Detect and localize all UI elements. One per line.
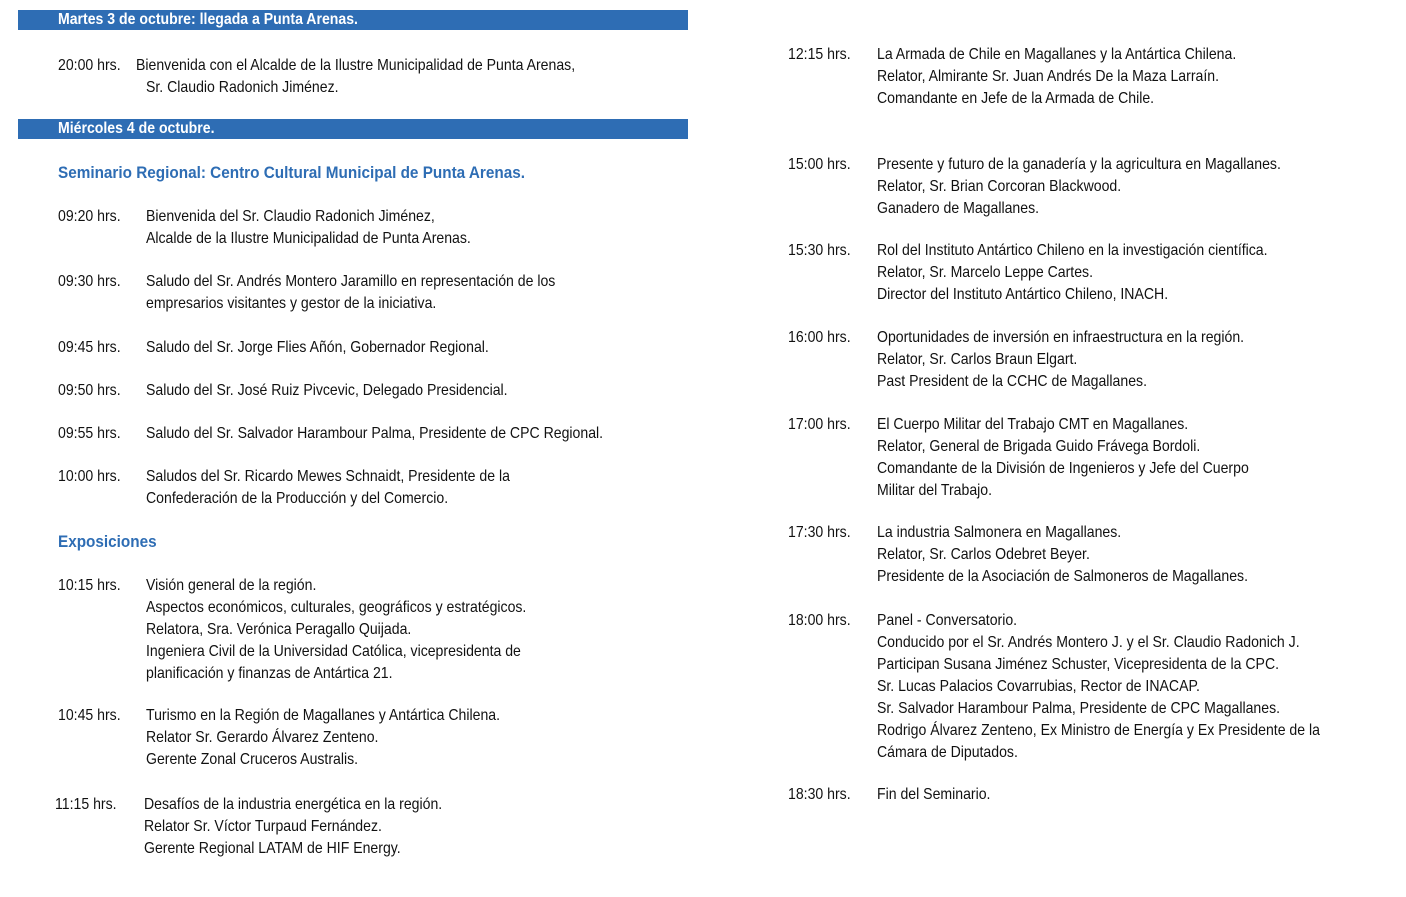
entry-line: Rol del Instituto Antártico Chileno en la investigación científica. (877, 242, 1268, 259)
entry-line: Rodrigo Álvarez Zenteno, Ex Ministro de Energía y Ex Presidente de la (877, 722, 1320, 739)
entry-lines (877, 610, 1380, 764)
entry-line: Bienvenida con el Alcalde de la Ilustre Municipalidad de Punta Arenas, (136, 57, 576, 74)
entry-line: Bienvenida del Sr. Claudio Radonich Jiménez, (146, 208, 435, 225)
day2-header: Miércoles 4 de octubre. (58, 120, 215, 137)
entry-line: Participan Susana Jiménez Schuster, Vicepresidenta de la CPC. (877, 656, 1280, 673)
entry-time: 09:30 hrs. (58, 273, 121, 290)
entry-line: Saludo del Sr. Jorge Flies Añón, Gobernador Regional. (146, 339, 489, 356)
entry-lines (146, 337, 536, 359)
seminar-heading (58, 162, 577, 184)
entry-lines (877, 240, 1321, 306)
entry-line: Past President de la CCHC de Magallanes. (877, 373, 1148, 390)
day2-header-bar (18, 119, 688, 139)
entry-lines (146, 466, 560, 510)
entry-line: Conducido por el Sr. Andrés Montero J. y el Sr. Claudio Radonich J. (877, 634, 1300, 651)
entry-line: Saludo del Sr. Salvador Harambour Palma, Presidente de CPC Regional. (146, 425, 604, 442)
entry-time: 09:20 hrs. (58, 208, 121, 225)
entry-line: Ingeniera Civil de la Universidad Católica, vicepresidenta de (146, 643, 521, 660)
entry-lines (146, 271, 611, 315)
entry-lines (146, 575, 578, 685)
entry-time: 18:30 hrs. (788, 786, 851, 803)
day1-header-bar (18, 10, 688, 30)
entry-line: Relatora, Sra. Verónica Peragallo Quijada. (146, 621, 412, 638)
entry-time: 15:30 hrs. (788, 242, 851, 259)
entry-line: Desafíos de la industria energética en la región. (144, 796, 443, 813)
entry-line: Visión general de la región. (146, 577, 317, 594)
entry-time: 18:00 hrs. (788, 612, 851, 629)
entry-time: 10:00 hrs. (58, 468, 121, 485)
entry-lines (877, 327, 1294, 393)
entry-time: 09:55 hrs. (58, 425, 121, 442)
entry-line: planificación y finanzas de Antártica 21. (146, 665, 393, 682)
entry-lines (144, 794, 483, 860)
entry-time: 10:45 hrs. (58, 707, 121, 724)
entry-line: Relator, Sr. Brian Corcoran Blackwood. (877, 178, 1122, 195)
exposiciones-heading-text: Exposiciones (58, 532, 157, 551)
entry-line: Sr. Salvador Harambour Palma, Presidente de CPC Magallanes. (877, 700, 1281, 717)
entry-lines (877, 522, 1299, 588)
entry-line: Relator, General de Brigada Guido Frávega Bordoli. (877, 438, 1201, 455)
entry-line: El Cuerpo Militar del Trabajo CMT en Magallanes. (877, 416, 1189, 433)
entry-line: Relator Sr. Víctor Turpaud Fernández. (144, 818, 382, 835)
entry-line: Panel - Conversatorio. (877, 612, 1018, 629)
entry-line: empresarios visitantes y gestor de la iniciativa. (146, 295, 437, 312)
entry-line: Presente y futuro de la ganadería y la agricultura en Magallanes. (877, 156, 1281, 173)
entry-line: Oportunidades de inversión en infraestructura en la región. (877, 329, 1245, 346)
entry-line: Sr. Claudio Radonich Jiménez. (146, 79, 339, 96)
entry-time: 17:00 hrs. (788, 416, 851, 433)
entry-line: La industria Salmonera en Magallanes. (877, 524, 1122, 541)
entry-time: 17:30 hrs. (788, 524, 851, 541)
entry-time: 10:15 hrs. (58, 577, 121, 594)
entry-line: Cámara de Diputados. (877, 744, 1018, 761)
day1-header: Martes 3 de octubre: llegada a Punta Arenas. (58, 11, 358, 28)
entry-line: Relator, Sr. Carlos Braun Elgart. (877, 351, 1078, 368)
entry-line: Relator, Sr. Marcelo Leppe Cartes. (877, 264, 1093, 281)
exposiciones-heading (58, 531, 168, 553)
entry-time: 11:15 hrs. (55, 796, 117, 813)
entry-line: Saludo del Sr. José Ruiz Pivcevic, Delegado Presidencial. (146, 382, 508, 399)
entry-lines (146, 705, 548, 771)
entry-time: 16:00 hrs. (788, 329, 851, 346)
entry-line: La Armada de Chile en Magallanes y la Antártica Chilena. (877, 46, 1237, 63)
entry-time: 15:00 hrs. (788, 156, 851, 173)
entry-line: Gerente Zonal Cruceros Australis. (146, 751, 359, 768)
entry-lines (146, 380, 557, 402)
entry-lines (146, 206, 515, 250)
entry-line: Sr. Lucas Palacios Covarrubias, Rector de INACAP. (877, 678, 1200, 695)
entry-lines (136, 55, 635, 99)
entry-time: 20:00 hrs. (58, 57, 121, 74)
entry-line: Militar del Trabajo. (877, 482, 993, 499)
entry-time: 12:15 hrs. (788, 46, 851, 63)
entry-time: 09:45 hrs. (58, 339, 121, 356)
entry-line: Relator Sr. Gerardo Álvarez Zenteno. (146, 729, 379, 746)
entry-line: Gerente Regional LATAM de HIF Energy. (144, 840, 401, 857)
entry-line: Comandante de la División de Ingenieros y Jefe del Cuerpo (877, 460, 1249, 477)
entry-line: Relator, Sr. Carlos Odebret Beyer. (877, 546, 1090, 563)
entry-lines (877, 784, 1006, 806)
entry-line: Alcalde de la Ilustre Municipalidad de Punta Arenas. (146, 230, 471, 247)
entry-line: Turismo en la Región de Magallanes y Antártica Chilena. (146, 707, 501, 724)
entry-line: Comandante en Jefe de la Armada de Chile. (877, 90, 1155, 107)
seminar-heading-text: Seminario Regional: Centro Cultural Municipal de Punta Arenas. (58, 163, 526, 182)
entry-line: Fin del Seminario. (877, 786, 991, 803)
entry-line: Aspectos económicos, culturales, geográficos y estratégicos. (146, 599, 527, 616)
entry-line: Ganadero de Magallanes. (877, 200, 1040, 217)
entry-time: 09:50 hrs. (58, 382, 121, 399)
entry-lines (877, 154, 1336, 220)
entry-lines (877, 44, 1285, 110)
entry-line: Confederación de la Producción y del Comercio. (146, 490, 449, 507)
entry-lines (146, 423, 665, 445)
entry-line: Saludos del Sr. Ricardo Mewes Schnaidt, Presidente de la (146, 468, 510, 485)
entry-line: Presidente de la Asociación de Salmoneros de Magallanes. (877, 568, 1249, 585)
entry-line: Director del Instituto Antártico Chileno, INACH. (877, 286, 1169, 303)
entry-line: Saludo del Sr. Andrés Montero Jaramillo en representación de los (146, 273, 556, 290)
entry-line: Relator, Almirante Sr. Juan Andrés De la Maza Larraín. (877, 68, 1220, 85)
entry-lines (877, 414, 1299, 502)
